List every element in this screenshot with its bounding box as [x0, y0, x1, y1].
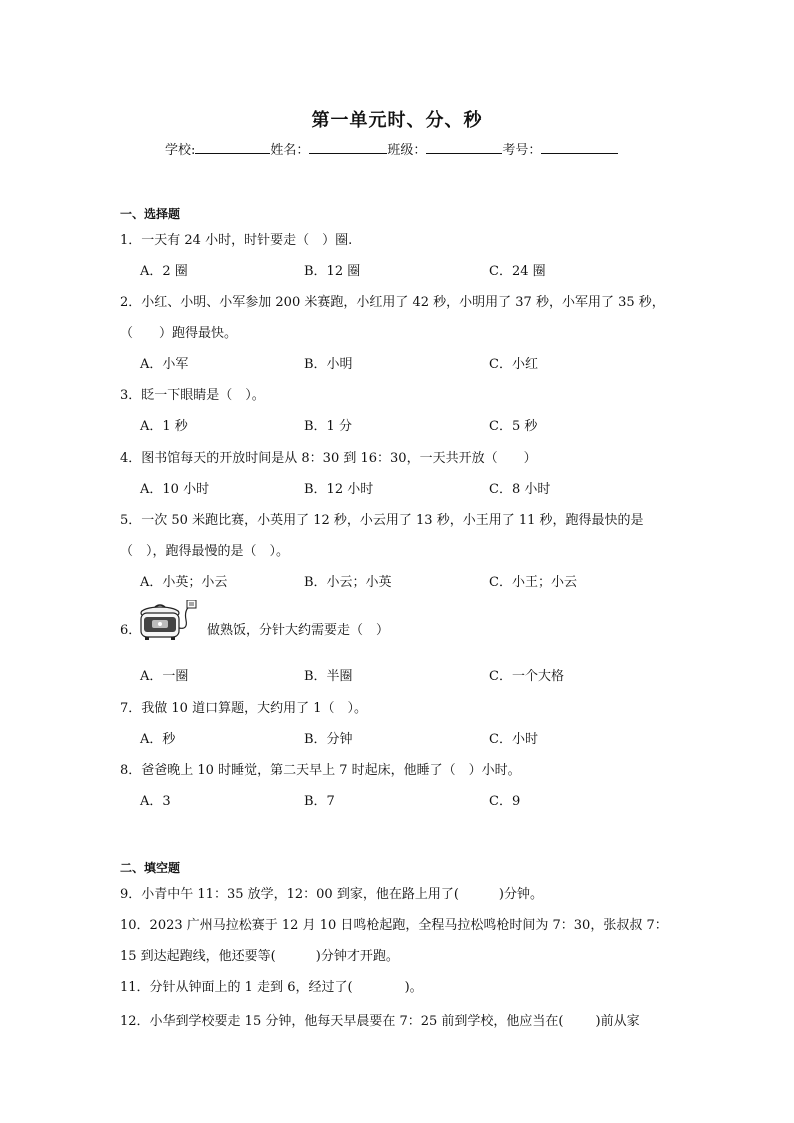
question-2-line1: 2．小红、小明、小军参加 200 米赛跑，小红用了 42 秒，小明用了 37 秒，小军用了 35 秒，	[120, 295, 665, 310]
question-8: 8．爸爸晚上 10 时睡觉，第二天早上 7 时起床，他睡了（ ）小时。	[120, 763, 521, 778]
q2-option-a[interactable]: A．小军	[140, 357, 189, 372]
name-blank[interactable]	[309, 141, 387, 154]
question-3: 3．眨一下眼睛是（ ）。	[120, 388, 265, 403]
q5-option-c[interactable]: C．小王；小云	[489, 575, 577, 590]
question-6-text: 做熟饭，分针大约需要走（ ）	[207, 623, 390, 638]
exam-number-label: 考号：	[502, 143, 542, 158]
class-label: 班级：	[387, 143, 427, 158]
q1-option-a[interactable]: A．2 圈	[140, 264, 188, 279]
section-choice-title: 一、选择题	[120, 207, 181, 221]
q10-text-after: )分钟才开跑。	[315, 949, 399, 964]
school-label: 学校:	[165, 143, 196, 158]
q8-option-c[interactable]: C．9	[489, 794, 521, 809]
question-10-line2	[120, 945, 399, 964]
q4-option-c[interactable]: C．8 小时	[489, 482, 551, 497]
section-fill-title: 二、填空题	[120, 861, 181, 875]
question-5-line2: （ ），跑得最慢的是（ ）。	[120, 544, 290, 559]
q6-option-c[interactable]: C．一个大格	[489, 669, 564, 684]
q11-text-before: 11．分针从钟面上的 1 走到 6，经过了(	[120, 980, 353, 995]
question-1: 1．一天有 24 小时，时针要走（ ）圈.	[120, 233, 353, 248]
question-7: 7．我做 10 道口算题，大约用了 1（ ）。	[120, 701, 367, 716]
question-12	[120, 1010, 640, 1029]
q5-option-a[interactable]: A．小英；小云	[140, 575, 228, 590]
question-5-line1: 5．一次 50 米跑比赛，小英用了 12 秒，小云用了 13 秒，小王用了 11 秒，跑得最快的是	[120, 513, 644, 528]
q1-option-c[interactable]: C．24 圈	[489, 264, 546, 279]
student-info-line	[165, 139, 618, 158]
question-6-number: 6．	[120, 623, 142, 638]
q3-option-c[interactable]: C．5 秒	[489, 419, 538, 434]
school-blank[interactable]	[195, 141, 270, 154]
q6-option-b[interactable]: B．半圈	[304, 669, 353, 684]
q4-option-a[interactable]: A．10 小时	[140, 482, 210, 497]
question-9	[120, 883, 543, 902]
q1-option-b[interactable]: B．12 圈	[304, 264, 361, 279]
q3-option-b[interactable]: B．1 分	[304, 419, 352, 434]
q10-text-before: 15 到达起跑线，他还要等(	[120, 949, 276, 964]
q3-option-a[interactable]: A．1 秒	[140, 419, 188, 434]
q6-option-a[interactable]: A．一圈	[140, 669, 189, 684]
question-10-line1: 10．2023 广州马拉松赛于 12 月 10 日鸣枪起跑，全程马拉松鸣枪时间为 7：30，张叔叔 7：	[120, 918, 668, 933]
page-title: 第一单元时、分、秒	[311, 110, 483, 131]
q7-option-c[interactable]: C．小时	[489, 732, 538, 747]
q2-option-b[interactable]: B．小明	[304, 357, 353, 372]
q8-option-a[interactable]: A．3	[140, 794, 171, 809]
q5-option-b[interactable]: B．小云；小英	[304, 575, 392, 590]
q11-text-after: )。	[404, 980, 423, 995]
q4-option-b[interactable]: B．12 小时	[304, 482, 374, 497]
question-11	[120, 976, 423, 995]
q8-option-b[interactable]: B．7	[304, 794, 335, 809]
q9-text-before: 9．小青中午 11：35 放学，12：00 到家，他在路上用了(	[120, 887, 459, 902]
q2-option-c[interactable]: C．小红	[489, 357, 538, 372]
rice-cooker-icon	[138, 600, 200, 646]
exam-number-blank[interactable]	[541, 141, 618, 154]
class-blank[interactable]	[426, 141, 502, 154]
question-2-line2: （ ）跑得最快。	[120, 326, 238, 341]
question-4: 4．图书馆每天的开放时间是从 8：30 到 16：30，一天共开放（ ）	[120, 451, 537, 466]
q7-option-a[interactable]: A．秒	[140, 732, 176, 747]
q12-text-after: )前从家	[595, 1014, 640, 1029]
q12-text-before: 12．小华到学校要走 15 分钟，他每天早晨要在 7：25 前到学校，他应当在(	[120, 1014, 564, 1029]
name-label: 姓名：	[270, 143, 310, 158]
q9-text-after: )分钟。	[498, 887, 543, 902]
q7-option-b[interactable]: B．分钟	[304, 732, 353, 747]
